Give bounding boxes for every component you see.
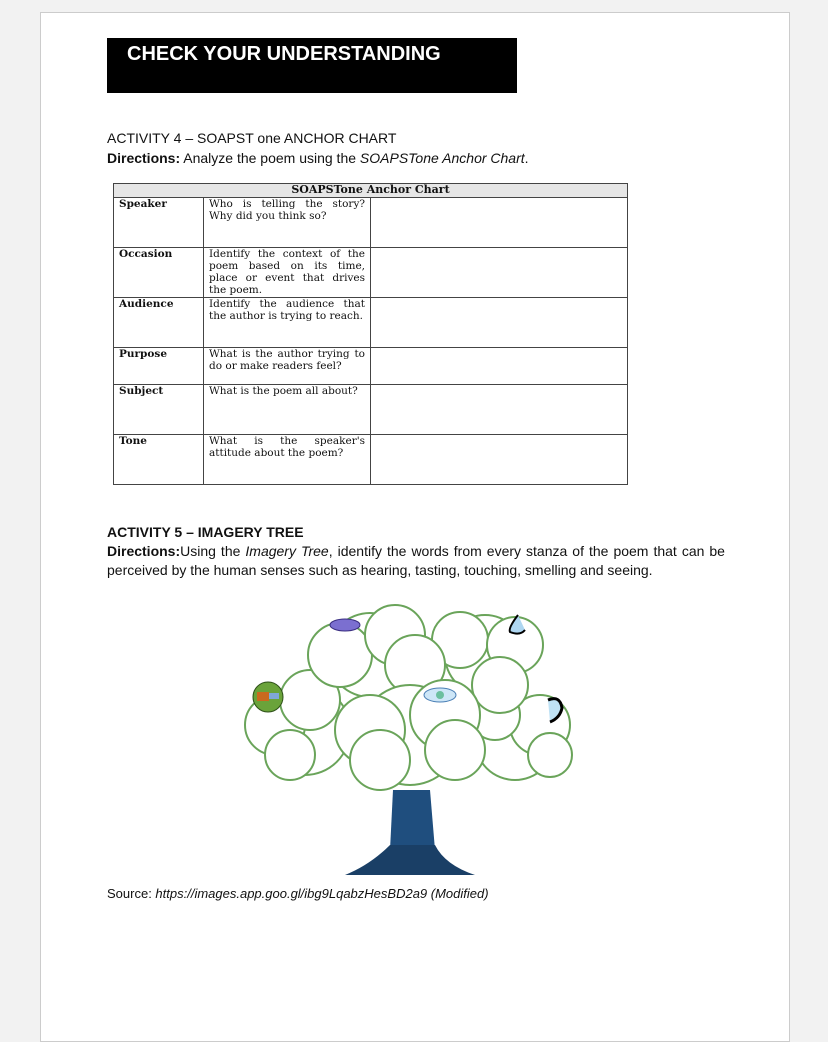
eye-icon (424, 688, 456, 702)
answer-cell[interactable] (371, 198, 628, 248)
activity5-directions (107, 542, 725, 580)
activity4-directions (107, 149, 529, 168)
imagery-tree (230, 600, 590, 890)
activity5-title: ACTIVITY 5 – IMAGERY TREE (107, 524, 304, 540)
section-banner: CHECK YOUR UNDERSTANDING (107, 38, 517, 93)
directions-emphasis: SOAPSTone Anchor Chart (359, 150, 525, 166)
source-citation (107, 884, 489, 903)
answer-cell[interactable] (371, 435, 628, 485)
activity4-title: ACTIVITY 4 – SOAPST one ANCHOR CHART (107, 130, 397, 146)
tree-trunk (345, 790, 475, 875)
answer-cell[interactable] (371, 348, 628, 385)
source-link: https://images.app.goo.gl/ibg9LqabzHesBD2a9 (Modified) (155, 886, 489, 901)
row-prompt: What is the speaker's attitude about the poem? (204, 435, 371, 485)
directions-text-end: , identify the words from every stanza of the poem that can be perceived by the human senses such as hearing, tasting, touching, smelling and seeing. (107, 543, 725, 578)
row-prompt: Identify the context of the poem based on its time, place or event that drives the poem. (204, 248, 371, 298)
row-label: Subject (114, 385, 204, 435)
source-label: Source: (107, 886, 156, 901)
directions-text: Using the (180, 543, 246, 559)
row-prompt: What is the poem all about? (204, 385, 371, 435)
row-prompt: Identify the audience that the author is trying to reach. (204, 298, 371, 348)
table-row (114, 298, 628, 348)
directions-label: Directions: (107, 150, 181, 166)
table-row (114, 385, 628, 435)
directions-text: Analyze the poem using the (180, 150, 360, 166)
answer-cell[interactable] (371, 385, 628, 435)
soapstone-table (113, 183, 628, 485)
hand-touch-icon (253, 682, 283, 712)
row-label: Tone (114, 435, 204, 485)
row-label: Speaker (114, 198, 204, 248)
table-title: SOAPSTone Anchor Chart (114, 184, 628, 198)
cloud-center (335, 680, 485, 790)
row-prompt: What is the author trying to do or make readers feel? (204, 348, 371, 385)
directions-emphasis: Imagery Tree (245, 543, 329, 559)
row-label: Audience (114, 298, 204, 348)
lips-icon (330, 619, 360, 631)
row-label: Occasion (114, 248, 204, 298)
table-row (114, 198, 628, 248)
table-row (114, 248, 628, 298)
directions-text-end: . (524, 150, 529, 166)
directions-label: Directions: (107, 543, 181, 559)
table-row (114, 348, 628, 385)
row-prompt: Who is telling the story? Why did you think so? (204, 198, 371, 248)
row-label: Purpose (114, 348, 204, 385)
answer-cell[interactable] (371, 298, 628, 348)
cloud-top-left (308, 605, 445, 697)
answer-cell[interactable] (371, 248, 628, 298)
table-row (114, 435, 628, 485)
